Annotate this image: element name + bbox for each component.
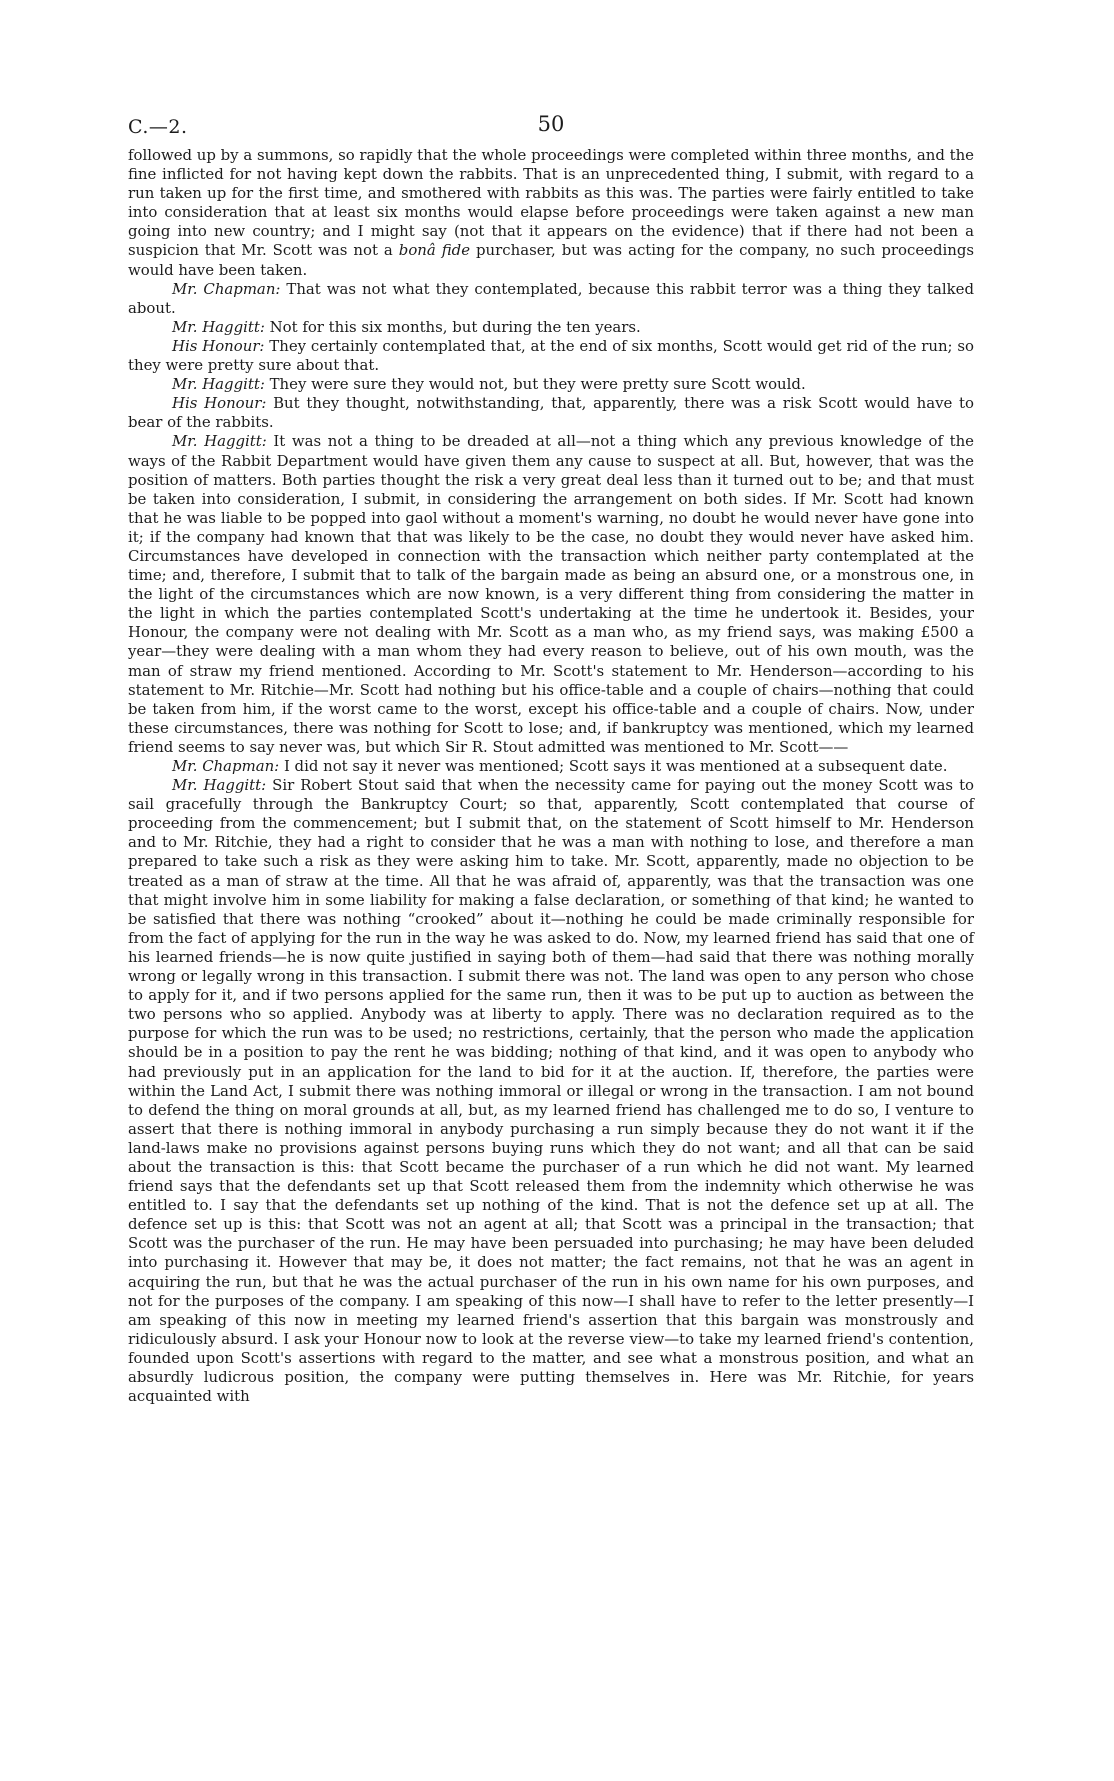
speaker-name: Mr. Chapman:	[172, 757, 280, 775]
speaker-name: His Honour:	[172, 336, 265, 355]
paragraph-6: Mr. Haggitt: It was not a thing to be dreaded at all—not a thing which any previous knowledge of the ways of the Rabbit Department would have given them any cause to suspect at all. But, however, that was the position of matters. Both parties thought the risk a very great deal less than it turned out to be; and that must be taken into consideration, I submit, in considering the arrangement on both sides. If Mr. Scott had known that he was liable to be popped into gaol without a moment's warning, no doubt he would never have gone into it; if the company had known that that was likely to be the case, no doubt they would never have asked him. Circumstances have developed in connection with the transaction which neither party contemplated at the time; and, therefore, I submit that to talk of the bargain made as being an absurd one, or a monstrous one, in the light of the circumstances which are now known, is a very different thing from considering the matter in the light in which the parties contemplated Scott's undertaking at the time he undertook it. Besides, your Honour, the company were not dealing with Mr. Scott as a man who, as my friend says, was making £500 a year—they were dealing with a man whom they had every reason to believe, out of his own mouth, was the man of straw my friend mentioned. According to Mr. Scott's statement to Mr. Henderson—according to his statement to Mr. Ritchie—Mr. Scott had nothing but his office-table and a couple of chairs—nothing that could be taken from him, if the worst came to the worst, except his office-table and a couple of chairs. Now, under these circumstances, there was nothing for Scott to lose; and, if bankruptcy was mentioned, which my learned friend seems to say never was, but which Sir R. Stout admitted was mentioned to Mr. Scott——	[128, 432, 974, 756]
italic-phrase: bonâ fide	[398, 241, 471, 260]
paragraph-5: His Honour: But they thought, notwithstanding, that, apparently, there was a risk Scott would have to bear of the rabbits.	[128, 394, 974, 432]
speaker-name: Mr. Chapman:	[172, 279, 281, 298]
paragraph-1: Mr. Chapman: That was not what they contemplated, because this rabbit terror was a thing they talked about.	[128, 279, 974, 317]
paragraph-7: Mr. Chapman: I did not say it never was mentioned; Scott says it was mentioned at a subsequent date.	[172, 757, 948, 775]
speaker-name: Mr. Haggitt:	[172, 317, 265, 336]
speaker-name: His Honour:	[172, 394, 267, 413]
body-text	[128, 146, 974, 1406]
page-number: 50	[537, 112, 565, 136]
speaker-name: Mr. Haggitt:	[172, 375, 265, 394]
paragraph-0: followed up by a summons, so rapidly that the whole proceedings were completed within three months, and the fine inflicted for not having kept down the rabbits. That is an unprecedented thing, I submit, with regard to a run taken up for the first time, and smothered with rabbits as this was. The parties were fairly entitled to take into consideration that at least six months would elapse before proceedings were taken against a new man going into new country; and I might say (not that it appears on the evidence) that if there had not been a suspicion that Mr. Scott was not a bonâ fide purchaser, but was acting for the company, no such proceedings would have been taken.	[128, 146, 974, 279]
paragraph-3: His Honour: They certainly contemplated that, at the end of six months, Scott would get rid of the run; so they were pretty sure about that.	[128, 336, 975, 375]
paragraph-4: Mr. Haggitt: They were sure they would not, but they were pretty sure Scott would.	[172, 375, 806, 394]
paragraph-2: Mr. Haggitt: Not for this six months, but during the ten years.	[172, 317, 641, 336]
speaker-name: Mr. Haggitt:	[172, 776, 267, 795]
page-header	[128, 108, 974, 138]
paragraph-8: Mr. Haggitt: Sir Robert Stout said that when the necessity came for paying out the money Scott was to sail gracefully through the Bankruptcy Court; so that, apparently, Scott contemplated that course of proceeding from the commencement; but I submit that, on the statement of Scott himself to Mr. Henderson and to Mr. Ritchie, they had a right to consider that he was a man with nothing to lose, and therefore a man prepared to take such a risk as they were asking him to take. Mr. Scott, apparently, made no objection to be treated as a man of straw at the time. All that he was afraid of, apparently, was that the transaction was one that might involve him in some liability for making a false declaration, or something of that kind; he wanted to be satisfied that there was nothing “crooked” about it—nothing he could be made criminally responsible for from the fact of applying for the run in the way he was asked to do. Now, my learned friend has said that one of his learned friends—he is now quite justified in saying both of them—had said that there was nothing morally wrong or legally wrong in this transaction. I submit there was not. The land was open to any person who chose to apply for it, and if two persons applied for the same run, then it was to be put up to auction as between the two persons who so applied. Anybody was at liberty to apply. There was no declaration required as to the purpose for which the run was to be used; no restrictions, certainly, that the person who made the application should be in a position to pay the rent he was bidding; nothing of that kind, and it was open to anybody who had previously put in an application for the land to bid for it at the auction. If, therefore, the parties were within the Land Act, I submit there was nothing immoral or illegal or wrong in the transaction. I am not bound to defend the thing on moral grounds at all, but, as my learned friend has challenged me to do so, I venture to assert that there is nothing immoral in anybody purchasing a run simply because they do not want it if the land-laws make no provisions against persons buying runs which they do not want; and all that can be said about the transaction is this: that Scott became the purchaser of a run which he did not want. My learned friend says that the defendants set up that Scott released them from the indemnity which otherwise he was entitled to. I say that the defendants set up nothing of the kind. That is not the defence set up at all. The defence set up is this: that Scott was not an agent at all; that Scott was a principal in the transaction; that Scott was the purchaser of the run. He may have been persuaded into purchasing; he may have been deluded into purchasing it. However that may be, it does not matter; the fact remains, not that he was an agent in acquiring the run, but that he was the actual purchaser of the run in his own name for his own purposes, and not for the purposes of the company. I am speaking of this now—I shall have to refer to the letter presently—I am speaking of this now in meeting my learned friend's assertion that this bargain was monstrously and ridiculously absurd. I ask your Honour now to look at the reverse view—to take my learned friend's contention, founded upon Scott's assertions with regard to the matter, and see what a monstrous position, and what an absurdly ludicrous position, the company were putting themselves in. Here was Mr. Ritchie, for years acquainted with	[128, 776, 975, 1406]
document-reference: C.—2.	[128, 116, 188, 138]
speaker-name: Mr. Haggitt:	[172, 432, 267, 451]
